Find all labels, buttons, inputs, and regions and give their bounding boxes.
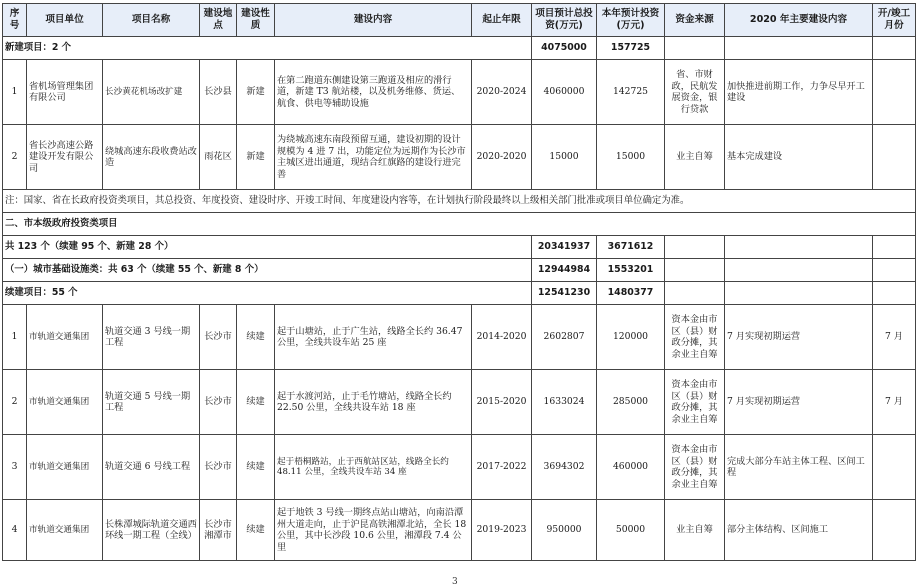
row-annual: 50000	[597, 500, 665, 561]
row-nature: 续建	[237, 370, 275, 435]
row-name: 轨道交通 6 号线工程	[103, 435, 200, 500]
investment-plan-table	[2, 3, 916, 561]
row-location: 长沙市	[200, 370, 237, 435]
row-unit: 市轨道交通集团	[27, 500, 103, 561]
total-annual: 3671612	[597, 236, 665, 259]
row-annual: 142725	[597, 60, 665, 125]
row-content: 起于山塘站，止于广生站，线路全长约 36.47 公里，全线共设车站 25 座	[275, 305, 472, 370]
row-fund: 业主自筹	[665, 125, 725, 190]
row-seq: 1	[3, 60, 27, 125]
row-name: 长沙黄花机场改扩建	[103, 60, 200, 125]
header-month: 开/竣工月份	[873, 4, 916, 37]
total-total: 20341937	[532, 236, 597, 259]
total-row	[3, 236, 916, 259]
row-month	[873, 500, 916, 561]
row-seq: 3	[3, 435, 27, 500]
row-nature: 续建	[237, 305, 275, 370]
row-location: 长沙市	[200, 435, 237, 500]
row-years: 2014-2020	[472, 305, 532, 370]
new-projects-annual: 157725	[597, 37, 665, 60]
continuing-label: 续建项目：55 个	[3, 282, 532, 305]
subtotal-label: （一）城市基础设施类：共 63 个（续建 55 个、新建 8 个）	[3, 259, 532, 282]
header-years: 起止年限	[472, 4, 532, 37]
row-main2020: 7 月实现初期运营	[725, 370, 873, 435]
header-seq: 序号	[3, 4, 27, 37]
row-fund: 资本金由市区（县）财政分摊，其余业主自筹	[665, 305, 725, 370]
section-title: 二、市本级政府投资类项目	[3, 213, 916, 236]
row-name: 轨道交通 5 号线一期工程	[103, 370, 200, 435]
table-row	[3, 125, 916, 190]
header-total: 项目预计总投资(万元)	[532, 4, 597, 37]
row-seq: 2	[3, 370, 27, 435]
row-seq: 1	[3, 305, 27, 370]
row-total: 15000	[532, 125, 597, 190]
header-location: 建设地点	[200, 4, 237, 37]
row-fund: 资本金由市区（县）财政分摊，其余业主自筹	[665, 435, 725, 500]
row-nature: 新建	[237, 125, 275, 190]
row-years: 2019-2023	[472, 500, 532, 561]
row-name: 轨道交通 3 号线一期工程	[103, 305, 200, 370]
table-row	[3, 500, 916, 561]
row-month	[873, 60, 916, 125]
row-fund: 省、市财政，民航发展资金，银行贷款	[665, 60, 725, 125]
continuing-row	[3, 282, 916, 305]
header-content: 建设内容	[275, 4, 472, 37]
row-years: 2020-2024	[472, 60, 532, 125]
row-unit: 省机场管理集团有限公司	[27, 60, 103, 125]
row-years: 2015-2020	[472, 370, 532, 435]
table-row	[3, 60, 916, 125]
row-month	[873, 125, 916, 190]
continuing-total: 12541230	[532, 282, 597, 305]
subtotal-total: 12944984	[532, 259, 597, 282]
row-nature: 续建	[237, 500, 275, 561]
subtotal-annual: 1553201	[597, 259, 665, 282]
row-main2020: 基本完成建设	[725, 125, 873, 190]
row-annual: 120000	[597, 305, 665, 370]
new-projects-label: 新建项目：2 个	[3, 37, 532, 60]
row-location: 雨花区	[200, 125, 237, 190]
note-text: 注：国家、省在长政府投资类项目，其总投资、年度投资、建设时序、开竣工时间、年度建设内容等，在计划执行阶段最终以上级相关部门批准或项目单位确定为准。	[3, 190, 916, 213]
row-nature: 新建	[237, 60, 275, 125]
header-unit: 项目单位	[27, 4, 103, 37]
row-seq: 2	[3, 125, 27, 190]
row-nature: 续建	[237, 435, 275, 500]
row-main2020: 加快推进前期工作，力争尽早开工建设	[725, 60, 873, 125]
row-seq: 4	[3, 500, 27, 561]
continuing-annual: 1480377	[597, 282, 665, 305]
row-month	[873, 435, 916, 500]
row-content: 起于梧桐路站，止于西航站区站，线路全长约 48.11 公里，全线共设车站 34 座	[275, 435, 472, 500]
new-projects-total: 4075000	[532, 37, 597, 60]
note-row	[3, 190, 916, 213]
row-content: 起于水渡河站，止于毛竹塘站，线路全长约 22.50 公里，全线共设车站 18 座	[275, 370, 472, 435]
subtotal-row	[3, 259, 916, 282]
header-fund: 资金来源	[665, 4, 725, 37]
row-month: 7 月	[873, 370, 916, 435]
row-total: 4060000	[532, 60, 597, 125]
row-fund: 资本金由市区（县）财政分摊，其余业主自筹	[665, 370, 725, 435]
table-row	[3, 435, 916, 500]
row-main2020: 7 月实现初期运营	[725, 305, 873, 370]
row-annual: 285000	[597, 370, 665, 435]
section-title-row	[3, 213, 916, 236]
row-unit: 市轨道交通集团	[27, 435, 103, 500]
row-total: 2602807	[532, 305, 597, 370]
row-name: 绕城高速东段收费站改造	[103, 125, 200, 190]
row-years: 2017-2022	[472, 435, 532, 500]
new-projects-row	[3, 37, 916, 60]
table-row	[3, 370, 916, 435]
header-nature: 建设性质	[237, 4, 275, 37]
row-main2020: 完成大部分车站主体工程、区间工程	[725, 435, 873, 500]
row-annual: 15000	[597, 125, 665, 190]
row-total: 1633024	[532, 370, 597, 435]
row-month: 7 月	[873, 305, 916, 370]
row-location: 长沙市湘潭市	[200, 500, 237, 561]
total-label: 共 123 个（续建 95 个、新建 28 个）	[3, 236, 532, 259]
row-location: 长沙市	[200, 305, 237, 370]
row-content: 为绕城高速东南段预留互通，建设初期的设计规模为 4 进 7 出，功能定位为远期作为长沙市主城区进出通道，现结合红旗路的建设行进完善	[275, 125, 472, 190]
header-row	[3, 4, 916, 37]
row-unit: 省长沙高速公路建设开发有限公司	[27, 125, 103, 190]
header-annual: 本年预计投资(万元)	[597, 4, 665, 37]
row-years: 2020-2020	[472, 125, 532, 190]
row-unit: 市轨道交通集团	[27, 370, 103, 435]
row-location: 长沙县	[200, 60, 237, 125]
row-total: 950000	[532, 500, 597, 561]
row-annual: 460000	[597, 435, 665, 500]
row-name: 长株潭城际轨道交通西环线一期工程（全线）	[103, 500, 200, 561]
row-total: 3694302	[532, 435, 597, 500]
row-fund: 业主自筹	[665, 500, 725, 561]
header-name: 项目名称	[103, 4, 200, 37]
row-content: 在第二跑道东侧建设第三跑道及相应的滑行道，新建 T3 航站楼，以及机务维修、货运、航食、供电等辅助设施	[275, 60, 472, 125]
page-number: 3	[452, 577, 458, 587]
table-row	[3, 305, 916, 370]
row-unit: 市轨道交通集团	[27, 305, 103, 370]
row-main2020: 部分主体结构、区间施工	[725, 500, 873, 561]
header-main2020: 2020 年主要建设内容	[725, 4, 873, 37]
row-content: 起于地铁 3 号线一期终点站山塘站，向南沿潭州大道走向，止于沪昆高铁湘潭北站，全长 18 公里，其中长沙段 10.6 公里，湘潭段 7.4 公里	[275, 500, 472, 561]
